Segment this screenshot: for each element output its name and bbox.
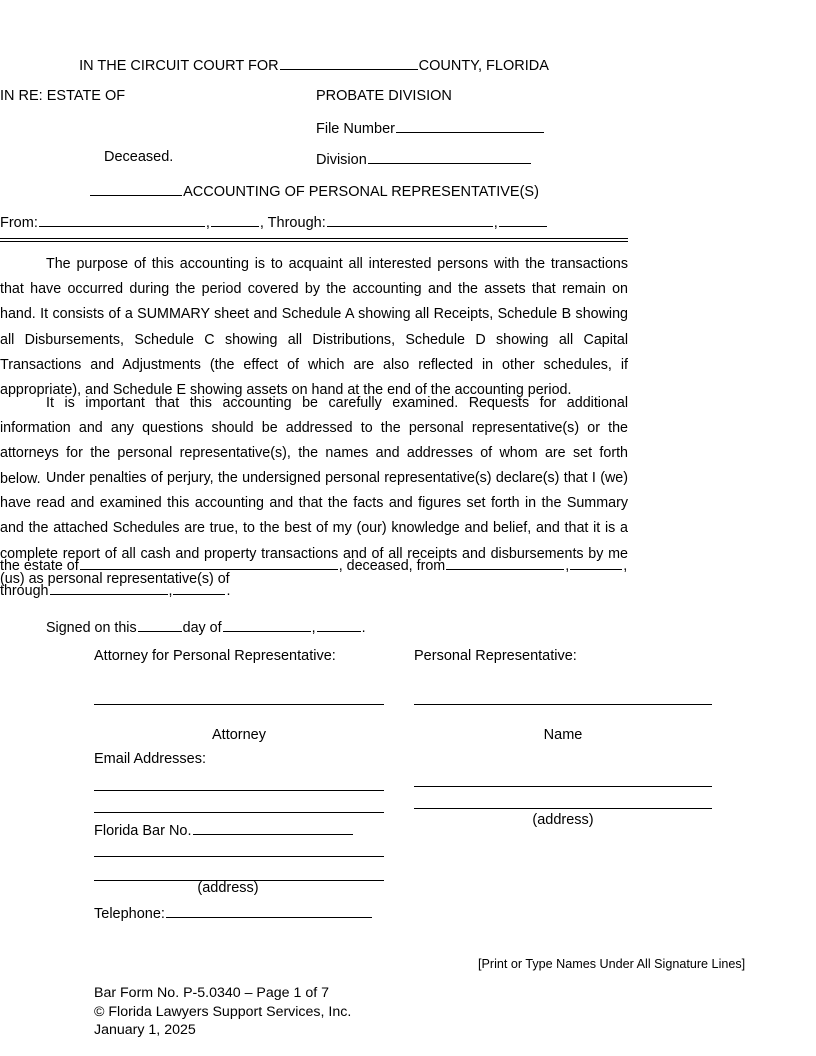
attorney-address-line-1[interactable] <box>94 856 384 857</box>
from-label: From: <box>0 214 38 231</box>
from-through-row <box>0 212 628 231</box>
paragraph-purpose-text: The purpose of this accounting is to acquaint all interested persons with the transactions that have occurred during the period covered by the accounting and the assets that remain on hand. It consists of a SUMMARY sheet and Schedule A showing all Receipts, Schedule B showing all Disbursements, Schedule C showing all Distributions, Schedule D showing all Capital Transactions and Adjustments (the effect of which are also reflected in other schedules, if appropriate), and Schedule E showing assets on hand at the end of the accounting period. <box>0 256 628 399</box>
in-re-estate-of-label: IN RE: ESTATE OF <box>0 88 126 104</box>
signed-on-prefix: Signed on this <box>46 620 137 636</box>
through-row-perjury <box>0 579 628 604</box>
footer-form-number: Bar Form No. P-5.0340 – Page 1 of 7 <box>94 985 330 1001</box>
estate-name-blank[interactable] <box>80 555 338 570</box>
florida-bar-row <box>94 820 354 839</box>
perjury-through-period: . <box>226 583 231 599</box>
telephone-label: Telephone: <box>94 905 165 922</box>
through-comma: , <box>493 214 498 231</box>
perjury-through-comma: , <box>168 583 173 599</box>
perjury-through-year-blank[interactable] <box>173 580 225 595</box>
division-row <box>316 149 532 168</box>
signed-on-middle: day of <box>182 620 222 636</box>
footer-date: January 1, 2025 <box>94 1022 196 1038</box>
florida-bar-blank[interactable] <box>193 820 353 835</box>
division-label: Division <box>316 151 367 168</box>
pr-signature-line[interactable] <box>414 704 712 705</box>
accounting-title <box>0 181 628 200</box>
county-blank[interactable] <box>280 55 418 70</box>
attorney-address-caption: (address) <box>197 880 259 896</box>
pr-address-line-1[interactable] <box>414 786 712 787</box>
pr-address-caption: (address) <box>532 812 594 828</box>
perjury-comma-tail: , <box>623 558 628 574</box>
florida-bar-label: Florida Bar No. <box>94 822 192 839</box>
telephone-row <box>94 903 373 922</box>
print-names-footnote: [Print or Type Names Under All Signature Lines] <box>478 957 746 971</box>
perjury-from-comma: , <box>565 558 570 574</box>
from-year-blank[interactable] <box>211 212 259 227</box>
division-blank[interactable] <box>368 149 531 164</box>
accounting-title-text: ACCOUNTING OF PERSONAL REPRESENTATIVE(S) <box>183 183 539 200</box>
paragraph-perjury-text: Under penalties of perjury, the undersigned personal representative(s) declare(s) that I (we) have read and examined this accounting and that the facts and figures set forth in the Summary and the attached Schedules are true, to the best of my (our) knowledge and belief, and that it is a complete report of all cash and property transactions and of all receipts and disbursements by me (us) as personal representative(s) of <box>0 470 628 587</box>
perjury-from-year-blank[interactable] <box>570 555 622 570</box>
signed-on-comma: , <box>311 620 316 636</box>
caption-divider <box>0 238 628 242</box>
paragraph-purpose <box>0 252 628 403</box>
file-number-blank[interactable] <box>396 118 544 133</box>
signed-on-row <box>0 616 628 641</box>
signed-year-blank[interactable] <box>317 617 361 632</box>
email-line-1[interactable] <box>94 790 384 791</box>
court-heading-prefix: IN THE CIRCUIT COURT FOR <box>79 57 279 74</box>
email-addresses-label: Email Addresses: <box>94 751 207 767</box>
attorney-signature-line[interactable] <box>94 704 384 705</box>
probate-division-label: PROBATE DIVISION <box>316 88 452 104</box>
through-date-blank[interactable] <box>327 212 493 227</box>
name-caption: Name <box>543 727 583 743</box>
attorney-for-pr-heading: Attorney for Personal Representative: <box>94 648 336 664</box>
signed-day-blank[interactable] <box>138 617 182 632</box>
perjury-through-label: through <box>0 583 49 599</box>
accounting-type-blank[interactable] <box>90 181 182 196</box>
footer-copyright: © Florida Lawyers Support Services, Inc. <box>94 1003 352 1020</box>
through-year-blank[interactable] <box>499 212 547 227</box>
email-line-2[interactable] <box>94 812 384 813</box>
perjury-from-date-blank[interactable] <box>446 555 564 570</box>
telephone-blank[interactable] <box>166 903 372 918</box>
file-number-label: File Number <box>316 120 395 137</box>
perjury-through-date-blank[interactable] <box>50 580 168 595</box>
estate-of-label: the estate of <box>0 558 79 574</box>
deceased-label: Deceased. <box>104 149 174 165</box>
signed-on-period: . <box>361 620 366 636</box>
deceased-from-label: , deceased, from <box>338 558 446 574</box>
through-label: , Through: <box>259 214 326 231</box>
signed-month-blank[interactable] <box>223 617 311 632</box>
from-date-blank[interactable] <box>39 212 205 227</box>
from-comma: , <box>205 214 210 231</box>
paragraph-examination-text: It is important that this accounting be carefully examined. Requests for additional information and any questions should be addressed to the personal representative(s) or the attorneys for the personal representative(s), the names and addresses of whom are set forth below. <box>0 395 628 487</box>
document-footer <box>94 984 351 1040</box>
court-heading <box>0 55 628 74</box>
file-number-row <box>316 118 545 137</box>
pr-address-line-2[interactable] <box>414 808 712 809</box>
court-heading-suffix: COUNTY, FLORIDA <box>418 57 549 74</box>
estate-of-row <box>0 554 628 579</box>
personal-representative-heading: Personal Representative: <box>414 648 577 664</box>
attorney-caption: Attorney <box>212 727 266 743</box>
